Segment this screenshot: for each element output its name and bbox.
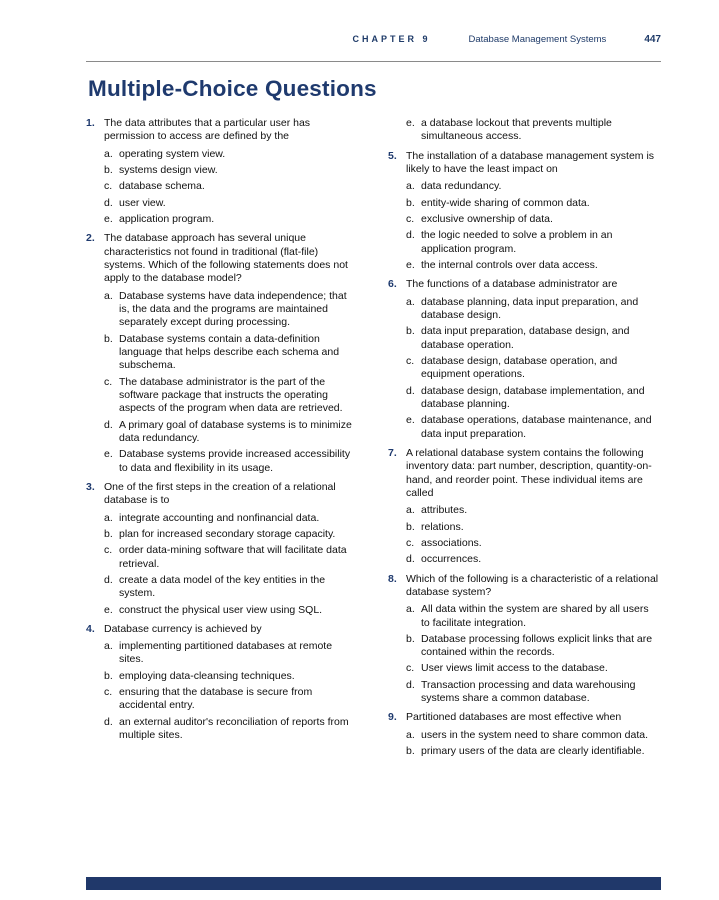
answer-option	[104, 213, 358, 226]
options-list	[406, 296, 660, 441]
answer-option	[406, 229, 660, 256]
option-letter: c.	[104, 375, 113, 388]
option-letter: b.	[104, 332, 113, 345]
option-letter: e.	[406, 117, 415, 129]
option-letter: c.	[104, 686, 113, 699]
answer-option	[406, 180, 660, 193]
answer-option	[104, 419, 358, 446]
option-text: database design, database implementation, and database planning.	[421, 384, 645, 410]
option-letter: a.	[104, 640, 113, 653]
option-text: data input preparation, database design, and database operation.	[421, 325, 630, 351]
option-letter: a.	[104, 511, 113, 524]
page-number: 447	[644, 34, 661, 45]
header-rule	[86, 61, 661, 62]
question-number: 2.	[86, 232, 95, 245]
question-stem: Which of the following is a characteristic of a relational database system?	[406, 572, 659, 598]
option-text: User views limit access to the database.	[421, 662, 608, 675]
option-text: relations.	[421, 520, 464, 533]
option-letter: b.	[406, 196, 415, 209]
answer-option	[104, 686, 358, 713]
option-letter: a.	[406, 180, 415, 193]
option-text: plan for increased secondary storage capacity.	[119, 527, 336, 540]
option-letter: d.	[406, 384, 415, 397]
answer-option	[104, 448, 358, 475]
question-number: 9.	[388, 711, 397, 724]
answer-option	[406, 385, 660, 412]
question-head	[388, 711, 660, 724]
answer-option	[406, 213, 660, 226]
question-head	[86, 117, 358, 144]
question-stem: Partitioned databases are most effective when	[406, 711, 622, 724]
options-list	[406, 180, 660, 272]
answer-option	[406, 537, 660, 550]
option-letter: b.	[406, 632, 415, 645]
options-list	[104, 290, 358, 475]
option-letter: c.	[406, 662, 415, 675]
options-list	[104, 148, 358, 227]
question	[388, 711, 660, 758]
options-list	[406, 504, 660, 566]
option-text: user view.	[119, 196, 166, 209]
question-stem: The functions of a database administrator are	[406, 278, 618, 291]
answer-option	[406, 633, 660, 660]
section-title: Multiple-Choice Questions	[88, 76, 377, 101]
option-text: Database processing follows explicit links that are contained within the records.	[421, 632, 653, 659]
option-text: entity-wide sharing of common data.	[421, 196, 590, 209]
question-head	[388, 150, 660, 177]
question	[86, 623, 358, 743]
answer-option	[104, 670, 358, 683]
answer-option	[104, 716, 358, 743]
question	[388, 278, 660, 441]
answer-option	[406, 745, 660, 758]
option-text: the logic needed to solve a problem in an application program.	[421, 229, 613, 255]
option-text: systems design view.	[119, 163, 218, 176]
option-text: database operations, database maintenance, and data input preparation.	[421, 414, 652, 440]
option-letter: e.	[104, 212, 113, 225]
answer-option	[406, 729, 660, 742]
option-text: operating system view.	[119, 147, 226, 160]
question-stem: The installation of a database management system is likely to have the least impact on	[406, 149, 655, 175]
option-letter: a.	[406, 295, 415, 308]
option-letter: a.	[406, 504, 415, 517]
options-list	[406, 729, 660, 759]
answer-option	[104, 574, 358, 601]
option-letter: b.	[104, 527, 113, 540]
answer-option	[104, 197, 358, 210]
question-head	[86, 481, 358, 508]
question-number: 7.	[388, 446, 397, 459]
question	[388, 150, 660, 273]
answer-option	[104, 544, 358, 571]
option-letter: d.	[104, 418, 113, 431]
option-text: Database systems contain a data-definition language that helps describe each schema and subschema.	[119, 332, 340, 372]
question	[388, 447, 660, 567]
answer-option	[104, 528, 358, 541]
option-text: The database administrator is the part of the software package that instructs the operating aspects of the program when data are retrieved.	[119, 375, 343, 415]
option-text: employing data-cleansing techniques.	[119, 669, 295, 682]
options-list	[104, 640, 358, 742]
option-text: Transaction processing and data warehousing systems share a common database.	[421, 678, 636, 705]
option-letter: b.	[104, 163, 113, 176]
option-text: create a data model of the key entities in the system.	[119, 573, 326, 600]
question	[388, 117, 660, 144]
option-letter: d.	[406, 678, 415, 691]
option-letter: b.	[406, 520, 415, 533]
option-letter: d.	[104, 715, 113, 728]
running-head	[86, 34, 661, 45]
question-stem: Database currency is achieved by	[104, 622, 262, 635]
option-text: application program.	[119, 212, 215, 225]
option-text: database planning, data input preparation, and database design.	[421, 295, 639, 321]
answer-option	[104, 640, 358, 667]
option-text: the internal controls over data access.	[421, 258, 598, 271]
option-letter: c.	[406, 354, 415, 367]
option-letter: e.	[406, 414, 415, 427]
question	[86, 117, 358, 226]
option-text: database design, database operation, and equipment operations.	[421, 354, 618, 381]
option-text: primary users of the data are clearly identifiable.	[421, 745, 645, 758]
question-number: 1.	[86, 117, 95, 129]
option-letter: a.	[104, 289, 113, 302]
question-head	[388, 447, 660, 500]
answer-option	[406, 259, 660, 272]
option-letter: d.	[104, 196, 113, 209]
answer-option	[406, 117, 660, 144]
answer-option	[104, 604, 358, 617]
footer-bar	[86, 877, 661, 890]
option-text: All data within the system are shared by all users to facilitate integration.	[421, 603, 649, 629]
option-letter: a.	[406, 603, 415, 616]
answer-option	[406, 679, 660, 706]
answer-option	[406, 504, 660, 517]
option-text: A primary goal of database systems is to minimize data redundancy.	[119, 418, 352, 444]
option-text: attributes.	[421, 504, 468, 517]
option-letter: c.	[406, 212, 415, 225]
answer-option	[406, 553, 660, 566]
option-text: associations.	[421, 536, 482, 549]
question-number: 4.	[86, 622, 95, 635]
option-text: a database lockout that prevents multiple simultaneous access.	[421, 117, 612, 143]
options-list	[406, 117, 660, 144]
option-letter: b.	[406, 745, 415, 758]
option-letter: c.	[104, 180, 113, 193]
option-text: data redundancy.	[421, 180, 502, 193]
options-list	[104, 512, 358, 617]
option-letter: a.	[406, 728, 415, 741]
option-text: Database systems have data independence; that is, the data and the programs are maintained separately except during processing.	[119, 289, 347, 329]
options-list	[406, 603, 660, 705]
question	[86, 481, 358, 617]
option-text: integrate accounting and nonfinancial data.	[119, 511, 320, 524]
question-stem: One of the first steps in the creation of a relational database is to	[104, 480, 336, 507]
question-number: 8.	[388, 572, 397, 585]
option-text: implementing partitioned databases at remote sites.	[119, 640, 333, 666]
answer-option	[406, 414, 660, 441]
question-stem: The data attributes that a particular user has permission to access are defined by the	[104, 117, 311, 143]
answer-option	[104, 333, 358, 373]
option-text: order data-mining software that will facilitate data retrieval.	[119, 544, 347, 570]
answer-option	[104, 164, 358, 177]
option-text: construct the physical user view using SQL.	[119, 603, 323, 616]
question-stem: A relational database system contains the following inventory data: part number, description, quantity-on-hand, and reorder point. These individual items are called	[406, 446, 652, 499]
option-letter: d.	[406, 553, 415, 566]
option-letter: a.	[104, 147, 113, 160]
answer-option	[104, 148, 358, 161]
answer-option	[406, 521, 660, 534]
question	[86, 232, 358, 475]
option-letter: e.	[104, 603, 113, 616]
option-text: users in the system need to share common data.	[421, 728, 649, 741]
option-letter: d.	[406, 229, 415, 242]
option-letter: c.	[406, 536, 415, 549]
answer-option	[104, 180, 358, 193]
answer-option	[104, 512, 358, 525]
question-head	[388, 278, 660, 291]
question-head	[86, 623, 358, 636]
option-letter: e.	[406, 258, 415, 271]
question-columns	[86, 117, 661, 764]
option-letter: b.	[406, 325, 415, 338]
answer-option	[104, 376, 358, 416]
answer-option	[406, 662, 660, 675]
question-number: 3.	[86, 480, 95, 493]
answer-option	[406, 325, 660, 352]
option-text: Database systems provide increased accessibility to data and flexibility in its usage.	[119, 448, 351, 474]
option-text: occurrences.	[421, 553, 482, 566]
option-letter: d.	[104, 573, 113, 586]
question-number: 5.	[388, 149, 397, 162]
question	[388, 573, 660, 706]
answer-option	[406, 197, 660, 210]
answer-option	[104, 290, 358, 330]
option-letter: b.	[104, 669, 113, 682]
option-text: exclusive ownership of data.	[421, 212, 553, 225]
option-letter: e.	[104, 448, 113, 461]
option-text: an external auditor's reconciliation of reports from multiple sites.	[119, 715, 349, 742]
chapter-label: CHAPTER 9	[352, 34, 431, 44]
question-stem: The database approach has several unique characteristics not found in traditional (flat-file) systems. Which of the following statements does not apply to the database model?	[104, 232, 348, 285]
option-text: ensuring that the database is secure from accidental entry.	[119, 686, 313, 712]
answer-option	[406, 603, 660, 630]
option-text: database schema.	[119, 180, 205, 193]
column-right	[388, 117, 660, 764]
question-number: 6.	[388, 278, 397, 291]
answer-option	[406, 355, 660, 382]
chapter-title: Database Management Systems	[468, 34, 607, 45]
option-letter: c.	[104, 544, 113, 557]
column-left	[86, 117, 358, 764]
question-head	[388, 573, 660, 600]
answer-option	[406, 296, 660, 323]
question-head	[86, 232, 358, 285]
